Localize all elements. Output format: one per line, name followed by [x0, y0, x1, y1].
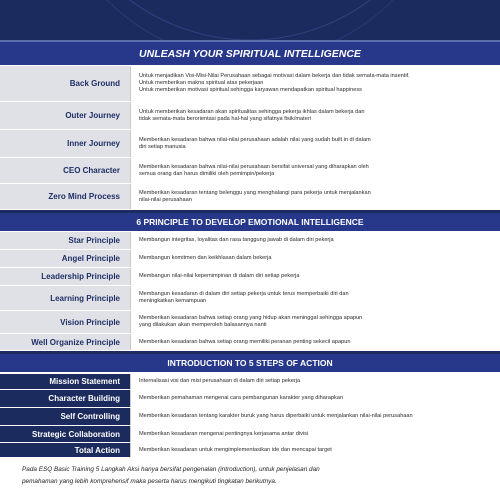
row-label: Strategic Collaboration — [0, 426, 130, 442]
row-description — [130, 232, 500, 249]
desc-line: Memberikan kesadaran bahwa setiap orang yang hidup akan meninggal sehingga apapun — [139, 315, 363, 321]
desc-line: Untuk memberikan kesadaran akan spiritualitas sehingga pekerja ikhlas dalam bekerja dan — [139, 108, 365, 115]
section2-row-star — [0, 232, 500, 249]
desc-line: Memberikan kesadaran bahwa setiap orang memiliki peranan penting sekecil apapun — [139, 338, 351, 345]
row-description — [130, 443, 500, 457]
desc-line: Memberikan kesadaran untuk mengimplementasikan ide dan mencapai target — [139, 446, 332, 453]
row-label: Star Principle — [0, 232, 130, 249]
row-description — [130, 334, 500, 350]
section2-title: 6 PRINCIPLE TO DEVELOP EMOTIONAL INTELLIGENCE — [136, 217, 364, 227]
decorative-rings — [0, 0, 500, 40]
section3-row-character — [0, 390, 500, 407]
row-description — [130, 390, 500, 407]
section3-title: INTRODUCTION TO 5 STEPS OF ACTION — [167, 358, 333, 368]
row-description — [130, 130, 500, 157]
desc-line: Memberikan kesadaran tentang karakter buruk yang harus diperbaiki untuk menjalankan nilai-nilai perusahaan — [139, 413, 413, 419]
desc-line: nilai-nilai perusahaan — [139, 196, 192, 203]
section2-row-leadership — [0, 268, 500, 285]
desc-line: yang dilakukan akan memperoleh balasannya nanti — [139, 322, 267, 328]
row-label: Outer Journey — [0, 102, 130, 129]
row-label: Total Action — [0, 443, 130, 457]
desc-line: Memberikan kesadaran mengenai pentingnya kerjasama antar divisi — [139, 430, 309, 437]
top-banner — [0, 0, 500, 40]
section1-row-inner-journey — [0, 130, 500, 157]
row-description — [130, 184, 500, 209]
desc-line: Untuk menjadikan Visi-Misi-Nilai Perusahaan sebagai motivasi dalam bekerja dan tidak semata-mata insentif. — [139, 73, 410, 79]
row-label: Mission Statement — [0, 374, 130, 389]
row-description — [130, 426, 500, 442]
row-description — [130, 102, 500, 129]
row-label: Angel Principle — [0, 250, 130, 267]
row-label: Inner Journey — [0, 130, 130, 157]
desc-line: Membangun integritas, loyalitas dan rasa tanggung jawab di dalam diri pekerja — [139, 237, 334, 243]
row-label: Learning Principle — [0, 286, 130, 310]
section3-row-mission — [0, 374, 500, 389]
section1-row-zero-mind — [0, 184, 500, 209]
desc-line: Internalisasi visi dan misi perusahaan di dalam diri setiap pekerja — [139, 378, 301, 384]
footer-line: pemahaman yang lebih komprehensif maka peserta harus mengikuti tingkatan berikutnya. — [22, 478, 277, 485]
row-description — [130, 250, 500, 267]
section1-row-outer-journey — [0, 102, 500, 129]
desc-line: Membangun nilai-nilai kepemimpinan di dalam diri setiap pekerja — [139, 273, 300, 279]
desc-line: Untuk memberikan motivasi spiritual sehingga karyawan mendapatkan spiritual happiness — [139, 87, 362, 93]
section2-row-angel — [0, 250, 500, 267]
row-label: Self Controlling — [0, 408, 130, 425]
desc-line: Membangun kesadaran di dalam diri setiap pekerja untuk terus memperbaiki diri dan — [139, 291, 349, 297]
row-description — [130, 268, 500, 285]
section1-row-ceo-character — [0, 158, 500, 183]
section3-row-self-controlling — [0, 408, 500, 425]
section3-row-strategic — [0, 426, 500, 442]
row-description — [130, 408, 500, 425]
row-label: Vision Principle — [0, 311, 130, 333]
footer-note — [22, 464, 482, 488]
desc-line: diri setiap manusia — [139, 143, 186, 150]
section3-header — [0, 354, 500, 372]
row-label: Character Building — [0, 390, 130, 407]
section1-header — [0, 42, 500, 65]
desc-line: meningkatkan kemampuan — [139, 298, 207, 304]
desc-line: Memberikan kesadaran bahwa nilai-nilai perusahaan adalah nilai yang sudah built in di dalam — [139, 136, 371, 143]
row-description — [130, 286, 500, 310]
section1-row-background — [0, 66, 500, 101]
row-label: Zero Mind Process — [0, 184, 130, 209]
row-label: CEO Character — [0, 158, 130, 183]
desc-line: semua orang dan harus dimiliki oleh pemimpin/pekerja — [139, 170, 275, 177]
row-label: Well Organize Principle — [0, 334, 130, 350]
section2-row-vision — [0, 311, 500, 333]
desc-line: tidak semata-mata berorientasi pada hal-hal yang sifatnya fisik/materi — [139, 115, 311, 122]
row-description — [130, 158, 500, 183]
row-description — [130, 374, 500, 389]
section1-title: UNLEASH YOUR SPIRITUAL INTELLIGENCE — [139, 47, 361, 60]
desc-line: Memberikan pemahaman mengenai cara pembangunan karakter yang diharapkan — [139, 395, 343, 401]
section2-row-well-organize — [0, 334, 500, 350]
desc-line: Memberikan kesadaran bahwa nilai-nilai perusahaan bersifat universal yang diharapkan oleh — [139, 163, 369, 170]
desc-line: Untuk memberikan makna spiritual atas pekerjaan — [139, 80, 264, 86]
row-description — [130, 311, 500, 333]
section2-header — [0, 213, 500, 231]
section3-row-total-action — [0, 443, 500, 457]
row-label: Leadership Principle — [0, 268, 130, 285]
section2-row-learning — [0, 286, 500, 310]
footer-line: Pada ESQ Basic Training 5 Langkah Aksi hanya bersifat pengenalan (introduction), untuk penjelasan dan — [22, 466, 320, 473]
desc-line: Memberikan kesadaran tentang belenggu yang menghalangi para pekerja untuk menjalankan — [139, 189, 371, 196]
row-description — [130, 66, 500, 101]
desc-line: Membangun komitmen dan keikhlasan dalam bekerja — [139, 255, 272, 261]
row-label: Back Ground — [0, 66, 130, 101]
